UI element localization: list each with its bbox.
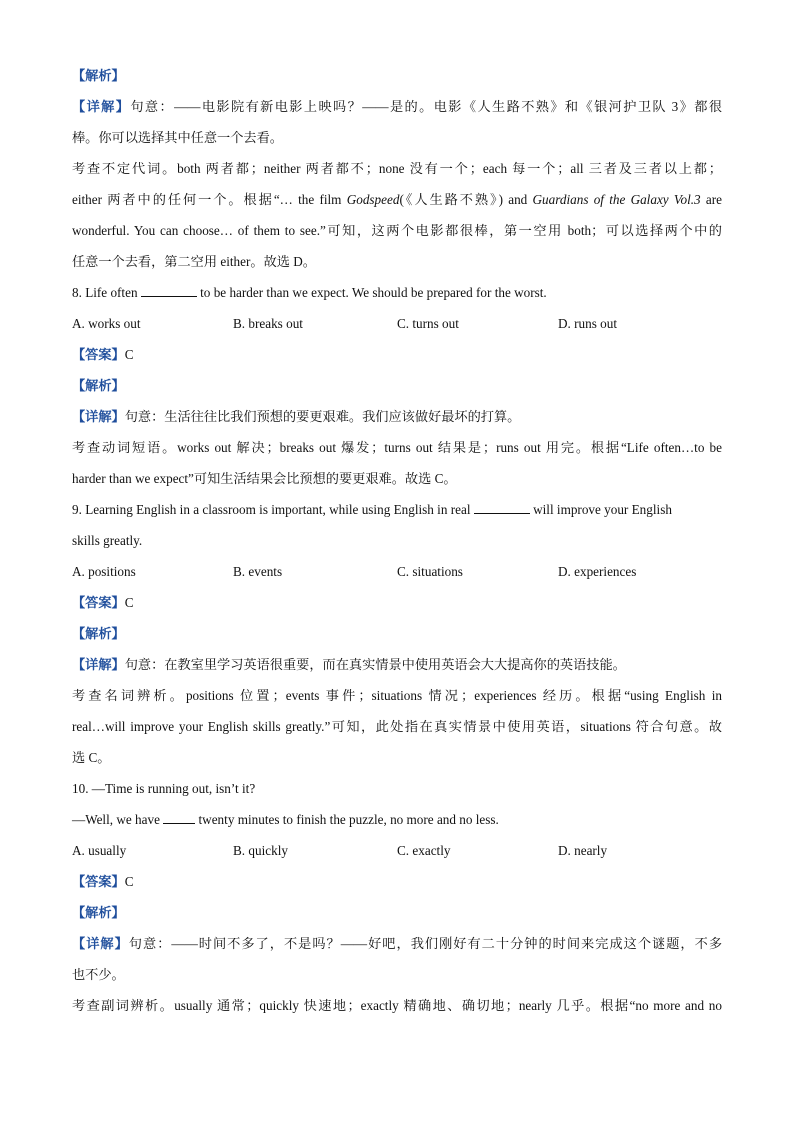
q9-option-c: C. situations — [397, 564, 463, 579]
q9-blank — [474, 499, 530, 514]
q7-explain-line-3: wonderful. You can choose… of them to see.”可知，这两个电影都很棒，第一空用 both；可以选择两个中的 — [72, 223, 722, 238]
analysis-heading — [72, 64, 722, 95]
q9-stem-text-b: will improve your English — [529, 502, 672, 517]
q8-explain-line-1: 考查动词短语。works out 解决；breaks out 爆发；turns out 结果是；runs out 用完。根据“Life often…to be — [72, 440, 722, 455]
q9-answer-line — [72, 591, 722, 622]
q10-detail-line-1 — [72, 932, 722, 963]
q10-option-c: C. exactly — [397, 843, 451, 858]
q7-explain-line-2 — [72, 188, 722, 219]
q7-detail-line-2 — [72, 126, 722, 157]
answer-label: 【答案】 — [72, 874, 125, 889]
q7-explain-text-2a: either 两者中的任何一个。根据“… the film — [72, 192, 347, 207]
q7-film-title-1: Godspeed — [346, 192, 400, 207]
q10-answer: C — [124, 874, 134, 889]
q10-analysis-heading — [72, 901, 722, 932]
q9-stem-text-a: 9. Learning English in a classroom is important, while using English in real — [72, 502, 474, 517]
q10-option-d: D. nearly — [558, 843, 608, 858]
q7-detail-text-1: 句意：——电影院有新电影上映吗？——是的。电影《人生路不熟》和《银河护卫队 3》都很 — [130, 99, 723, 114]
q9-options — [72, 560, 722, 591]
q7-detail-line-1 — [72, 95, 722, 126]
detail-label: 【详解】 — [72, 409, 125, 424]
analysis-label: 【解析】 — [72, 378, 125, 393]
q10-option-b: B. quickly — [233, 843, 288, 858]
q8-detail-text: 句意：生活往往比我们预想的要更艰难。我们应该做好最坏的打算。 — [124, 409, 521, 424]
q8-stem-text-a: 8. Life often — [72, 285, 141, 300]
q8-answer: C — [124, 347, 134, 362]
q10-detail-line-2: 也不少。 — [72, 967, 125, 982]
q8-detail-line — [72, 405, 722, 436]
q8-explain-line-2: harder than we expect”可知生活结果会比预想的要更艰难。故选 C。 — [72, 471, 457, 486]
q8-stem-text-b: to be harder than we expect. We should be prepared for the worst. — [196, 285, 547, 300]
detail-label: 【详解】 — [72, 936, 129, 951]
q7-detail-text-2: 棒。你可以选择其中任意一个去看。 — [72, 130, 283, 145]
analysis-label: 【解析】 — [72, 626, 125, 641]
q9-explain-line-2: real…will improve your English skills greatly.”可知，此处指在真实情景中使用英语，situations 符合句意。故 — [72, 719, 722, 734]
detail-label: 【详解】 — [72, 99, 131, 114]
q10-stem-line-2 — [72, 808, 722, 839]
q10-stem-line-1: 10. —Time is running out, isn’t it? — [72, 781, 256, 796]
q10-stem-text-a: —Well, we have — [72, 812, 164, 827]
q10-option-a: A. usually — [72, 843, 127, 858]
q9-stem-line-2: skills greatly. — [72, 533, 143, 548]
q8-option-c: C. turns out — [397, 316, 459, 331]
q8-option-a: A. works out — [72, 316, 141, 331]
q10-options — [72, 839, 722, 870]
q9-detail-text: 句意：在教室里学习英语很重要，而在真实情景中使用英语会大大提高你的英语技能。 — [124, 657, 626, 672]
q7-explain-line-1: 考查不定代词。both 两者都；neither 两者都不；none 没有一个；each 每一个；all 三者及三者以上都； — [72, 161, 722, 176]
q7-explain-line-4: 任意一个去看，第二空用 either。故选 D。 — [72, 254, 316, 269]
q8-option-b: B. breaks out — [233, 316, 303, 331]
detail-label: 【详解】 — [72, 657, 125, 672]
q10-explain-line-1: 考查副词辨析。usually 通常；quickly 快速地；exactly 精确地、确切地；nearly 几乎。根据“no more and no — [72, 998, 722, 1013]
q9-answer: C — [124, 595, 134, 610]
q9-option-a: A. positions — [72, 564, 136, 579]
q8-options — [72, 312, 722, 343]
q9-explain-line-1: 考查名词辨析。positions 位置；events 事件；situations 情况；experiences 经历。根据“using English in — [72, 688, 722, 703]
q10-blank — [163, 809, 195, 824]
q10-detail-text-1: 句意：——时间不多了，不是吗？——好吧，我们刚好有二十分钟的时间来完成这个谜题，不多 — [128, 936, 723, 951]
q8-option-d: D. runs out — [558, 316, 617, 331]
q7-film-title-2: Guardians of the Galaxy Vol.3 — [532, 192, 701, 207]
q9-explain-line-3: 选 C。 — [72, 750, 111, 765]
q9-option-d: D. experiences — [558, 564, 637, 579]
q9-option-b: B. events — [233, 564, 283, 579]
document-page — [72, 64, 722, 1025]
q10-answer-line — [72, 870, 722, 901]
q8-stem — [72, 281, 722, 312]
q9-stem — [72, 498, 722, 529]
q10-stem-text-b: twenty minutes to finish the puzzle, no more and no less. — [195, 812, 499, 827]
analysis-label: 【解析】 — [72, 905, 125, 920]
q9-analysis-heading — [72, 622, 722, 653]
q7-explain-text-2b: (《人生路不熟》) and — [399, 192, 533, 207]
q8-answer-line — [72, 343, 722, 374]
answer-label: 【答案】 — [72, 347, 125, 362]
q8-analysis-heading — [72, 374, 722, 405]
analysis-label: 【解析】 — [72, 68, 125, 83]
q9-detail-line — [72, 653, 722, 684]
answer-label: 【答案】 — [72, 595, 125, 610]
q8-blank — [141, 282, 197, 297]
q7-explain-text-2c: are — [700, 192, 722, 207]
